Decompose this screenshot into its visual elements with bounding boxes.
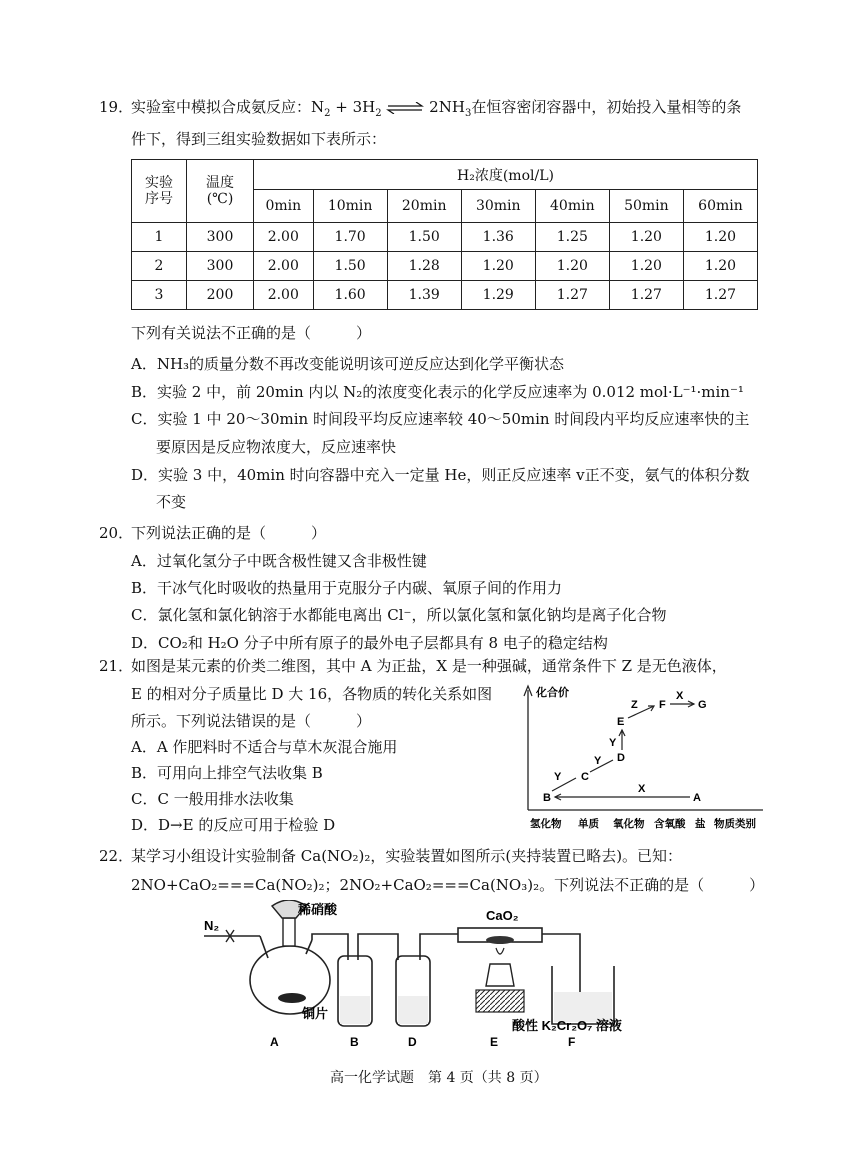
- q19-option-d-line1: D．实验 3 中，40min 时向容器中充入一定量 He，则正反应速率 v正不变，氨气的体积分数: [131, 466, 750, 484]
- q19-stem-post: 在恒容密闭容器中，初始投入量相等的条: [471, 98, 742, 116]
- q20-option-c: C．氯化氢和氯化钠溶于水都能电离出 Cl⁻，所以氯化氢和氯化钠均是离子化合物: [131, 606, 667, 624]
- cell: 1.70: [313, 223, 387, 252]
- cell: 1.20: [535, 252, 609, 281]
- q20-stem: 下列说法正确的是（ ）: [131, 524, 327, 542]
- time-20: 20min: [387, 190, 461, 223]
- time-40: 40min: [535, 190, 609, 223]
- q19-option-c-line2: 要原因是反应物浓度大，反应速率快: [156, 438, 397, 456]
- cell: 1.20: [609, 252, 683, 281]
- alcohol-lamp: [486, 964, 514, 986]
- q19-option-c-line1: C．实验 1 中 20～30min 时间段平均反应速率较 40～50min 时间段内平均反应速率快的主: [131, 410, 750, 428]
- flask-a: [250, 946, 330, 1014]
- cell: 1.39: [387, 281, 461, 310]
- row-temp: 200: [187, 281, 254, 310]
- row-temp: 300: [187, 252, 254, 281]
- point-g: G: [698, 699, 707, 711]
- q19-stem-line2: 件下，得到三组实验数据如下表所示：: [131, 130, 387, 148]
- point-e: E: [617, 716, 625, 728]
- cao2-powder: [486, 936, 514, 944]
- point-c: C: [581, 771, 589, 783]
- apparatus-figure: [200, 900, 660, 1050]
- cell: 1.20: [609, 223, 683, 252]
- cell: 2.00: [254, 223, 314, 252]
- q19-option-a: A．NH₃的质量分数不再改变能说明该可逆反应达到化学平衡状态: [131, 355, 565, 373]
- q21-number: 21．: [99, 657, 134, 675]
- point-f: F: [659, 699, 666, 711]
- q21-line3: 所示。下列说法错误的是（ ）: [131, 712, 372, 730]
- q22-number: 22．: [99, 847, 134, 865]
- row-temp: 300: [187, 223, 254, 252]
- table-row: [132, 281, 758, 310]
- equilibrium-arrow-icon: [386, 102, 424, 114]
- cell: 1.60: [313, 281, 387, 310]
- cell: 1.27: [609, 281, 683, 310]
- label-f: F: [568, 1035, 576, 1049]
- q22-line2: 2NO+CaO₂===Ca(NO₂)₂；2NO₂+CaO₂===Ca(NO₃)₂。下列说法不正确的是（ ）: [131, 876, 765, 894]
- label-b: B: [350, 1035, 359, 1049]
- time-30: 30min: [461, 190, 535, 223]
- q20-option-a: A．过氧化氢分子中既含极性键又含非极性键: [131, 552, 427, 570]
- q21-line1: 如图是某元素的价类二维图，其中 A 为正盐，X 是一种强碱，通常条件下 Z 是无色液体，: [131, 657, 727, 675]
- q21-option-b: B．可用向上排空气法收集 B: [131, 764, 323, 782]
- arrow-label-y1: Y: [554, 771, 562, 783]
- cell: 1.25: [535, 223, 609, 252]
- lamp-stand: [476, 990, 524, 1012]
- label-e: E: [490, 1035, 499, 1049]
- cell: 1.27: [683, 281, 757, 310]
- q21-line2: E 的相对分子质量比 D 大 16，各物质的转化关系如图: [131, 685, 493, 703]
- arrow-label-z: Z: [631, 699, 638, 711]
- q20-option-b: B．干冰气化时吸收的热量用于克服分子内碳、氧原子间的作用力: [131, 579, 563, 597]
- cell: 1.50: [313, 252, 387, 281]
- arrow-label-x: X: [638, 783, 646, 795]
- row-no: 3: [132, 281, 187, 310]
- cell: 1.20: [461, 252, 535, 281]
- q21-option-a: A．A 作肥料时不适合与草木灰混合施用: [131, 738, 398, 756]
- cell: 1.28: [387, 252, 461, 281]
- cell: 2.00: [254, 252, 314, 281]
- cao2-label: CaO₂: [486, 908, 519, 923]
- valence-class-diagram: [518, 680, 768, 832]
- solution-label: 酸性 K₂Cr₂O₇ 溶液: [512, 1018, 622, 1033]
- time-0: 0min: [254, 190, 314, 223]
- q19-number: 19．: [99, 98, 134, 116]
- q19-option-b: B．实验 2 中，前 20min 内以 N₂的浓度变化表示的化学反应速率为 0.012 mol·L⁻¹·min⁻¹: [131, 383, 744, 401]
- x-axis-label: 物质类别: [714, 818, 756, 830]
- arrow-label-y3: Y: [609, 737, 617, 749]
- q19-stem-pre: 实验室中模拟合成氨反应：: [131, 98, 312, 116]
- q19-stem-line1: [131, 96, 741, 117]
- cell: 1.20: [683, 223, 757, 252]
- cell: 1.27: [535, 281, 609, 310]
- bottle-d-liquid: [398, 996, 428, 1024]
- label-a: A: [270, 1035, 279, 1049]
- time-60: 60min: [683, 190, 757, 223]
- cat-salt: 盐: [695, 818, 706, 830]
- bottle-b-liquid: [340, 996, 370, 1024]
- cat-oxide: 氧化物: [613, 818, 645, 830]
- cat-element: 单质: [578, 818, 599, 830]
- label-d: D: [408, 1035, 417, 1049]
- table-header-conc: H₂浓度(mol/L): [254, 160, 758, 190]
- cell: 1.20: [683, 252, 757, 281]
- cell: 1.36: [461, 223, 535, 252]
- table-header-temp: 温度(℃): [187, 160, 254, 223]
- q21-option-d: D．D→E 的反应可用于检验 D: [131, 816, 336, 834]
- time-50: 50min: [609, 190, 683, 223]
- time-10: 10min: [313, 190, 387, 223]
- arrow-label-x2: X: [676, 690, 684, 702]
- q20-number: 20．: [99, 524, 134, 542]
- h2-concentration-table: [131, 159, 758, 310]
- q22-line1: 某学习小组设计实验制备 Ca(NO₂)₂，实验装置如图所示(夹持装置已略去)。已知：: [131, 847, 683, 865]
- flame-icon: [496, 948, 504, 954]
- cat-hydride: 氢化物: [530, 818, 562, 830]
- acid-label: 稀硝酸: [298, 902, 338, 917]
- y-axis-label: 化合价: [536, 687, 569, 699]
- copper-pieces: [278, 993, 306, 1003]
- row-no: 2: [132, 252, 187, 281]
- cell: 1.29: [461, 281, 535, 310]
- copper-label: 铜片: [302, 1006, 329, 1021]
- dropping-funnel-stem: [283, 918, 295, 946]
- q19-option-d-line2: 不变: [156, 493, 187, 511]
- table-row: [132, 252, 758, 281]
- cat-oxyacid: 含氧酸: [654, 818, 686, 830]
- row-no: 1: [132, 223, 187, 252]
- q21-option-c: C．C 一般用排水法收集: [131, 790, 294, 808]
- point-a: A: [693, 792, 701, 804]
- n2-label: N₂: [204, 918, 220, 933]
- q20-option-d: D．CO₂和 H₂O 分子中所有原子的最外电子层都具有 8 电子的稳定结构: [131, 634, 608, 652]
- reaction-equation: $N_2 + 3H_2$ $2NH_3$: [311, 98, 472, 119]
- cell: 1.50: [387, 223, 461, 252]
- tube-e-f: [542, 934, 580, 1000]
- table-row: [132, 223, 758, 252]
- q19-question: 下列有关说法不正确的是（ ）: [131, 324, 372, 342]
- page-footer: 高一化学试题 第 4 页（共 8 页）: [330, 1070, 548, 1086]
- table-header-no: 实验序号: [132, 160, 187, 223]
- arrow-label-y2: Y: [594, 755, 602, 767]
- point-b: B: [543, 792, 551, 804]
- cell: 2.00: [254, 281, 314, 310]
- point-d: D: [617, 752, 625, 764]
